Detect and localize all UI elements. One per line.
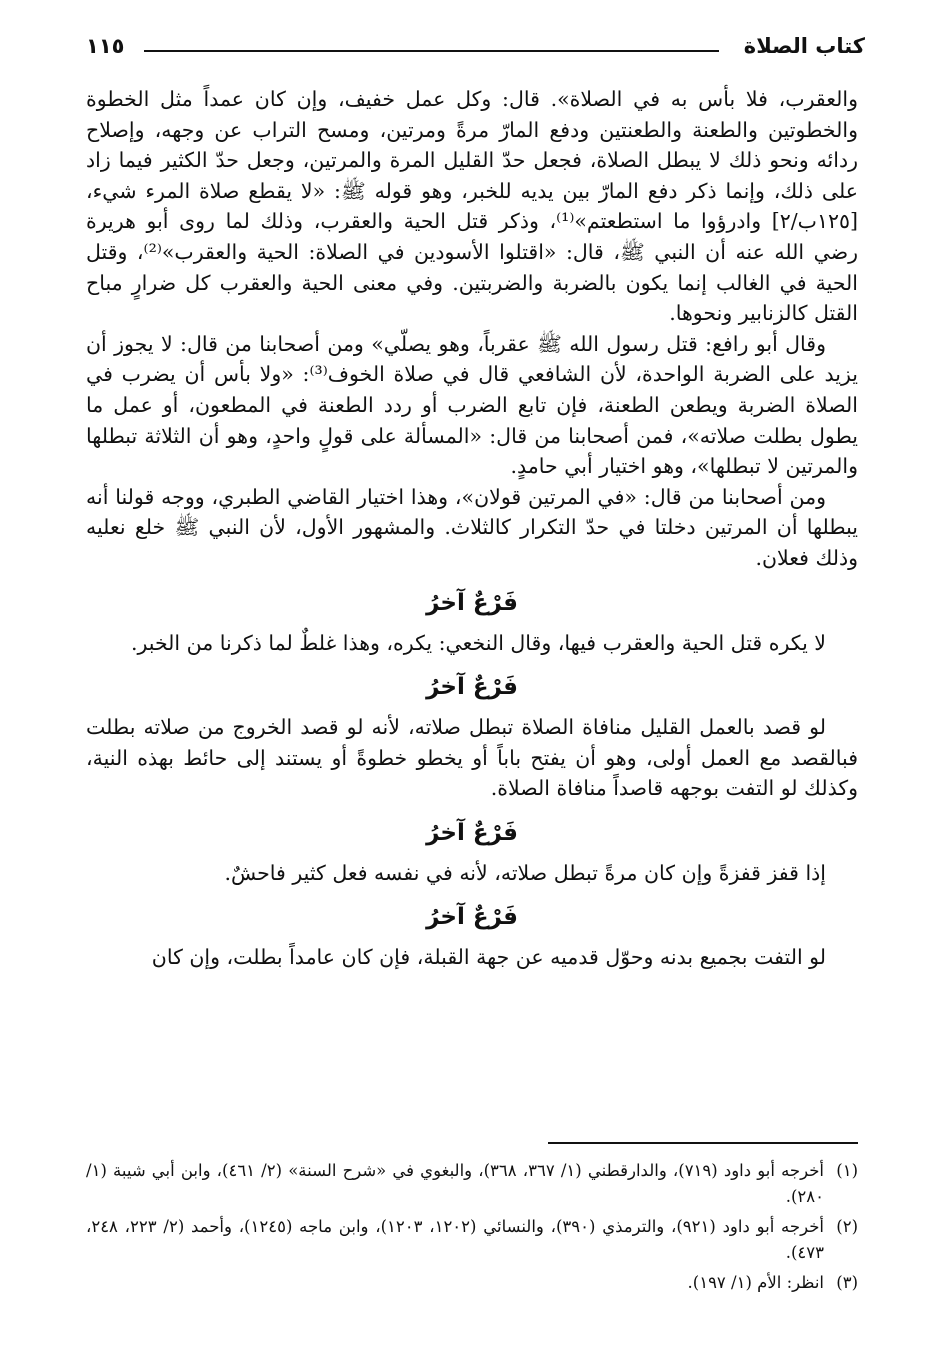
footnote-number: (٢)	[836, 1217, 858, 1236]
section-heading: فَرْعٌ آخرُ	[426, 904, 518, 931]
footnote	[86, 1158, 858, 1210]
footnote	[86, 1270, 858, 1296]
body-text	[86, 84, 858, 973]
footnote-text: أخرجه أبو داود (٧١٩)، والدارقطني (١/ ٣٦٧، ٣٦٨)، والبغوي في «شرح السنة» (٢/ ٤٦١)، وابن أبي شيبة (١/ ٢٨٠).	[86, 1161, 825, 1206]
section-heading: فَرْعٌ آخرُ	[426, 674, 518, 701]
footnote-text: انظر: الأم (١/ ١٩٧).	[687, 1273, 824, 1292]
footnotes	[86, 1158, 858, 1300]
footnote-number: (٣)	[836, 1273, 858, 1292]
section-heading: فَرْعٌ آخرُ	[426, 819, 518, 846]
book-title: كتاب الصلاة	[743, 34, 865, 58]
section-text: لا يكره قتل الحية والعقرب فيها، وقال النخعي: يكره، وهذا غلطٌ لما ذكرنا من الخبر.	[130, 630, 826, 655]
footnote-text: أخرجه أبو داود (٩٢١)، والترمذي (٣٩٠)، والنسائي (١٢٠٢، ١٢٠٣)، وابن ماجه (١٢٤٥)، وأحمد (٢/ ٢٢٣، ٢٤٨، ٤٧٣).	[86, 1217, 824, 1262]
section-heading: فَرْعٌ آخرُ	[426, 589, 518, 616]
paragraph: ومن أصحابنا من قال: «في المرتين قولان»، وهذا اختيار القاضي الطبري، ووجه قولنا أنه يبطلها أن المرتين دخلتا في حدّ التكرار كالثلاث. والمشهور الأول، لأن النبي ﷺ خلع نعليه وذلك فعلان.	[86, 484, 858, 570]
section-text: إذا قفز قفزةً وإن كان مرةً تبطل صلاته، لأنه في نفسه فعل كثير فاحشٌ.	[224, 860, 826, 885]
paragraph: والعقرب، فلا بأس به في الصلاة». قال: وكل عمل خفيف، وإن كان عمداً مثل الخطوة والخطوتين والطعنة والطعنتين ودفع المارّ مرةً ومرتين، ومسح التراب عن وجهه، وإصلاح ردائه ونحو ذلك لا يبطل الصلاة، فجعل حدّ القليل المرة والمرتين، وجعل حدّ الكثير فيما زاد على ذلك، وإنما ذكر دفع المارّ بين يديه للخبر، وهو قوله ﷺ: «لا يقطع صلاة المرء شيء، [١٢٥ب/٢] وادرؤوا ما استطعتم»⁽¹⁾، وذكر قتل الحية والعقرب، وذلك لما روى أبو هريرة رضي الله عنه أن النبي ﷺ، قال: «اقتلوا الأسودين في الصلاة: الحية والعقرب»⁽²⁾، وقتل الحية في الغالب إنما يكون بالضربة والضربتين. وفي معنى الحية والعقرب كل ضرارٍ مباح القتل كالزنابير ونحوها.	[86, 87, 859, 326]
header-rule	[144, 50, 719, 52]
footnote-separator	[548, 1142, 858, 1144]
section-text: لو قصد بالعمل القليل منافاة الصلاة تبطل صلاته، لأنه لو قصد الخروج من صلاته بطلت فبالقصد مع العمل أولى، وهو أن يفتح باباً أو يخطو خطوةً أو يستند إلى حائط بهذه النية، وكذلك لو التفت بوجهه قاصداً منافاة الصلاة.	[86, 715, 858, 801]
page-number: ١١٥	[86, 34, 125, 58]
section-text: لو التفت بجميع بدنه وحوّل قدميه عن جهة القبلة، فإن كان عامداً بطلت، وإن كان	[151, 945, 826, 970]
footnote	[86, 1214, 858, 1266]
page-header	[86, 34, 865, 70]
footnote-number: (١)	[836, 1161, 858, 1180]
paragraph: وقال أبو رافع: قتل رسول الله ﷺ عقرباً، وهو يصلّي» ومن أصحابنا من قال: لا يجوز أن يزيد على الضربة الواحدة، لأن الشافعي قال في صلاة الخوف⁽³⁾: «ولا بأس أن يضرب في الصلاة الضربة ويطعن الطعنة، فإن تابع الضرب أو ردد الطعنة في المطعون، أو عمل ما يطول بطلت صلاته»، فمن أصحابنا من قال: «المسألة على قولٍ واحدٍ، وهو أن الثلاثة تبطلها والمرتين لا تبطلها»، وهو اختيار أبي حامدٍ.	[86, 331, 858, 479]
